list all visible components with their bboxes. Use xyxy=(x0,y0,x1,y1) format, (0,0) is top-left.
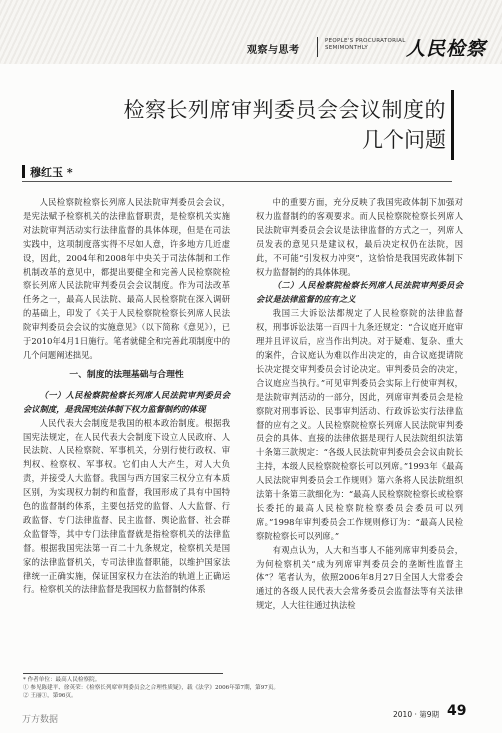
page-number: 49 xyxy=(447,703,467,719)
article-title-line1: 检察长列席审判委员会会议制度的 xyxy=(123,98,446,122)
journal-english-line2: SEMIMONTHLY xyxy=(325,45,369,51)
footnote-2: ② 王丽①，第96页。 xyxy=(23,693,77,699)
footnote-1: ① 参见陈建平、徐英荣：《检察长列席审判委员会之合理性质疑》，载《法学》2006年第7期，第97页。 xyxy=(23,685,280,691)
byline-divider xyxy=(22,181,452,182)
paragraph-intro: 人民检察院检察长列席人民法院审判委员会会议，是宪法赋予检察机关的法律监督职责，是检察机关实施对法院审判活动实行法律监督的具体体现，但是在司法实践中，这项制度落实得不尽如人意，许多地方几近虚设，因此，2004年和2008年中央关于司法体制和工作机制改革的意见中，都提出要健全和完善人民检察院检察长列席人民法院审判委员会会议制度。作为司法改革任务之一，最高人民法院、最高人民检察院在深入调研的基础上，印发了《关于人民检察院检察长列席人民法院审判委员会会议的实施意见》（以下简称《意见》），已于2010年4月1日施行。笔者就健全和完善此项制度中的几个问题阐述拙见。 xyxy=(23,197,230,360)
author-accent-bar xyxy=(22,165,25,178)
footnote-divider xyxy=(23,673,223,674)
subheading-2: （二）人民检察院检察长列席人民法院审判委员会会议是法律监督的应有之义 xyxy=(256,280,463,305)
paragraph-continuation: 中的重要方面，充分反映了我国宪政体制下加强对权力监督制约的客观要求。而人民检察院检察长列席人民法院审判委员会会议是法律监督的方式之一，列席人员发表的意见只是建议权，最后决定权仍在法院，因此，不可能“引发权力冲突”，这恰恰是我国宪政体制下权力监督制约的具体体现。 xyxy=(256,197,463,277)
subheading-1: （一）人民检察院检察长列席人民法院审判委员会会议制度，是我国宪法体制下权力监督制约的体现 xyxy=(23,389,230,414)
paragraph-legal-basis: 我国三大诉讼法都规定了人民检察院的法律监督权，刑事诉讼法第一百四十九条还规定：“合议庭开庭审理并且评议后，应当作出判决。对于疑难、复杂、重大的案件，合议庭认为难以作出决定的，由合议庭提请院长决定提交审判委员会讨论决定。审判委员会的决定，合议庭应当执行。”可见审判委员会实际上行使审判权，是法院审判活动的一部分，因此，列席审判委员会是检察院对刑事诉讼、民事审判活动、行政诉讼实行法律监督的应有之义。人民检察院检察长列席人民法院审判委员会的具体、直接的法律依据是现行人民法院组织法第十条第三款规定：“各级人民法院审判委员会会议由院长主持，本级人民检察院检察长可以列席。”1993年《最高人民法院审判委员会工作规则》第六条将人民法院组织法第十条第三款细化为：“最高人民检察院检察长或检察长委托的最高人民检察院检察委员会委员可以列席。”1998年审判委员会工作规则修订为：“最高人民检察院检察长可以列席。” xyxy=(256,308,463,541)
left-column xyxy=(23,196,230,597)
section-heading-1: 一、制度的法理基础与合理性 xyxy=(69,369,184,380)
watermark: 万方数据 xyxy=(22,715,59,725)
article-title-line2: 几个问题 xyxy=(362,128,446,152)
right-column xyxy=(256,196,463,613)
journal-english-name xyxy=(325,38,406,52)
journal-logo: 人民检察 xyxy=(406,38,487,60)
title-accent-bar xyxy=(451,90,454,160)
journal-english-line1: PEOPLE'S PROCURATORIAL xyxy=(325,38,406,44)
author-name: 穆红玉 * xyxy=(30,166,73,179)
paragraph-constitution: 人民代表大会制度是我国的根本政治制度。根据我国宪法规定，在人民代表大会制度下设立人民政府、人民法院、人民检察院、军事机关，分别行使行政权、审判权、检察权、军事权。它们由人大产生，对人大负责，并接受人大监督。我国与西方国家三权分立有本质区别，为实现权力制约和监督，我国形成了具有中国特色的监督制约体系，主要包括党的监督、人大监督、行政监督、专门法律监督、民主监督、舆论监督、社会群众监督等，其中专门法律监督就是指检察机关的法律监督。根据我国宪法第一百二十九条规定，检察机关是国家的法律监督机关，专司法律监督职能，以维护国家法律统一正确实施，保证国家权力在法治的轨道上正确运行。检察机关的法律监督是我国权力监督制约体系 xyxy=(23,417,230,595)
paragraph-viewpoint: 有观点认为，人大和当事人不能列席审判委员会，为何检察机关“成为列席审判委员会的垄断性监督主体”？笔者认为，依照2006年8月27日全国人大常委会通过的各级人民代表大会常务委员会监督法等有关法律规定，人大往往通过执法检 xyxy=(256,544,463,611)
footnote-author-affiliation: * 作者单位：最高人民检察院。 xyxy=(23,677,101,683)
issue-label: 2010 · 第9期 xyxy=(393,710,440,719)
section-tag: 观察与思考 xyxy=(247,45,300,56)
footnotes xyxy=(23,676,280,700)
header-divider xyxy=(317,37,318,57)
journal-header xyxy=(0,0,502,64)
